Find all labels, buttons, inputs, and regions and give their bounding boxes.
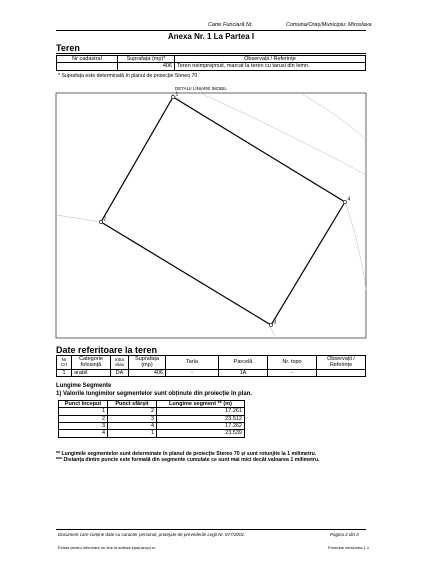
segments-note-2: *** Distanța dintre puncte este formată din segmente cumulate ce sunt mai mici decât valoarea 1 milimetru. bbox=[56, 457, 320, 463]
vertex-marker-4 bbox=[343, 200, 346, 203]
teren-footnote: * Suprafața este determinată în planul de proiecție Stereo 70. bbox=[58, 73, 199, 79]
vertex-label-2: 2 bbox=[103, 216, 107, 223]
segments-subtitle: 1) Valorile lungimilor segmentelor sunt obținute din proiecție în plan. bbox=[56, 391, 253, 397]
parcel-outline bbox=[101, 97, 345, 325]
table-row bbox=[59, 408, 245, 415]
cell-categorie: arabil bbox=[72, 369, 111, 376]
teren-section-title: Teren bbox=[56, 43, 80, 53]
doc-name: Carte Funciară Nr. bbox=[208, 22, 254, 28]
table-row bbox=[59, 422, 245, 429]
footer-extract: Extras pentru informare on-line la adresa epay.ancpi.ro bbox=[58, 545, 156, 550]
vertex-label-3: 3 bbox=[273, 319, 277, 326]
cell-end: 2 bbox=[108, 408, 157, 415]
header-rule bbox=[56, 30, 366, 31]
date-section-title: Date referitoare la teren bbox=[56, 345, 158, 355]
col-lungime: Lungime segment ** (m) bbox=[157, 401, 245, 408]
cell-end: 4 bbox=[108, 422, 157, 429]
footer-page: Pagina 2 din 3 bbox=[330, 532, 359, 537]
date-table bbox=[56, 355, 366, 377]
col-nr-crt: Nr Crt bbox=[57, 356, 72, 370]
cell-observatii-referinte bbox=[317, 369, 366, 376]
cell-suprafata-mp: 406 bbox=[129, 369, 166, 376]
col-observatii-referinte: Observații / Referințe bbox=[317, 356, 366, 370]
diagram-frame bbox=[56, 93, 366, 338]
col-nr-cadastral: Nr cadastral bbox=[57, 56, 118, 63]
col-categorie: Categorie folosință bbox=[72, 356, 111, 370]
vertex-label-1: 1 bbox=[175, 91, 179, 98]
vertex-label-4: 4 bbox=[347, 196, 351, 203]
cell-end: 1 bbox=[108, 430, 157, 437]
background-lines bbox=[56, 93, 366, 338]
vertex-marker-2 bbox=[99, 220, 102, 223]
col-nr-topo: Nr. topo bbox=[268, 356, 317, 370]
cell-start: 3 bbox=[59, 422, 108, 429]
table-row bbox=[57, 369, 366, 376]
cell-parcela: 1A bbox=[219, 369, 268, 376]
table-row bbox=[59, 415, 245, 422]
cell-end: 3 bbox=[108, 415, 157, 422]
cell-length: 17.262 bbox=[157, 422, 245, 429]
cell-observatii: Teren neimprejmuit, marcat la teren cu tarusi din lemn. bbox=[175, 63, 366, 70]
col-tarla: Tarla bbox=[166, 356, 219, 370]
segments-note-1: ** Lungimile segmentelor sunt determinate în planul de proiecție Stereo 70 și sunt rotunjite la 1 milimetru. bbox=[56, 451, 317, 457]
cell-start: 4 bbox=[59, 430, 108, 437]
col-suprafata: Suprafața (mp)* bbox=[118, 56, 175, 63]
col-suprafata-mp: Suprafața (mp) bbox=[129, 356, 166, 370]
cell-nr-cadastral bbox=[57, 63, 118, 70]
footer-rule bbox=[56, 529, 366, 530]
cell-start: 2 bbox=[59, 415, 108, 422]
cell-suprafata: 406 bbox=[118, 63, 175, 70]
cell-tarla: - bbox=[166, 369, 219, 376]
table-row bbox=[59, 430, 245, 437]
teren-rule bbox=[56, 53, 366, 54]
cell-nr-crt: 1 bbox=[57, 369, 72, 376]
cell-nr-topo: - bbox=[268, 369, 317, 376]
col-punct-sfarsit: Punct sfârșit bbox=[108, 401, 157, 408]
annex-title: Anexa Nr. 1 La Partea I bbox=[167, 32, 255, 41]
diagram-title: DETALII LINIARE IMOBIL bbox=[175, 86, 227, 91]
segments-table bbox=[58, 400, 245, 438]
col-observatii: Observații / Referințe bbox=[175, 56, 366, 63]
segments-title: Lungime Segmente bbox=[56, 383, 112, 389]
cell-length: 23.512 bbox=[157, 415, 245, 422]
location: Comuna/Oraș/Municipiu: Miroslava bbox=[286, 22, 372, 28]
col-intravilan: Intra vilan bbox=[111, 356, 129, 370]
cell-length: 17.261 bbox=[157, 408, 245, 415]
col-punct-inceput: Punct început bbox=[59, 401, 108, 408]
footer-disclaimer: Document care conține date cu caracter personal, protejate de prevederile Legii Nr. 677/2001. bbox=[58, 532, 246, 537]
teren-table bbox=[56, 55, 366, 71]
vertex-marker-3 bbox=[269, 323, 272, 326]
cell-start: 1 bbox=[59, 408, 108, 415]
teren-header-row bbox=[57, 56, 366, 63]
vertex-marker-1 bbox=[171, 95, 174, 98]
table-row bbox=[57, 63, 366, 70]
date-header-row bbox=[57, 356, 366, 370]
col-parcela: Parcelă bbox=[219, 356, 268, 370]
footer-form-version: Formular versiunea 1.1 bbox=[328, 545, 370, 550]
cell-length: 23.539 bbox=[157, 430, 245, 437]
segments-header-row bbox=[59, 401, 245, 408]
cell-intravilan: DA bbox=[111, 369, 129, 376]
